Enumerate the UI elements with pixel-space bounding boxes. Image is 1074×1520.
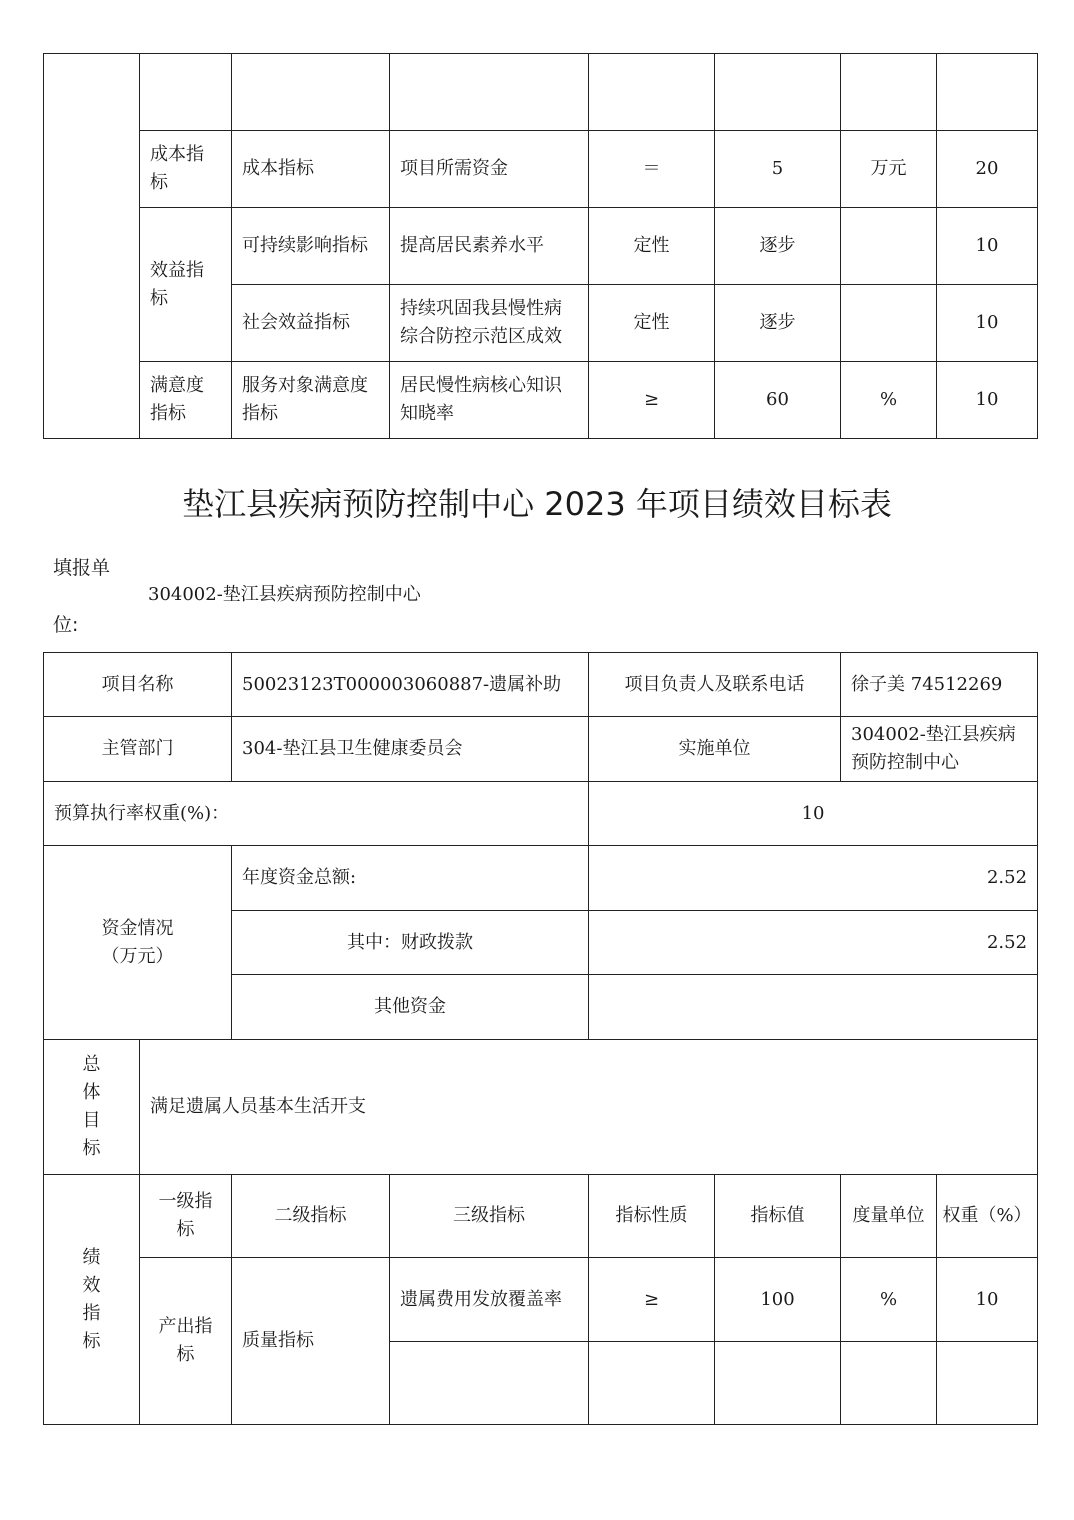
indicators-label: [44, 1175, 140, 1425]
level2-cell: 成本指标: [232, 131, 390, 208]
header-level1: 一级指标: [140, 1175, 232, 1258]
table-row: [44, 846, 1038, 911]
overall-goal-value: 满足遗属人员基本生活开支: [140, 1040, 1038, 1175]
indicator-table-continued: [43, 53, 1038, 439]
project-name-label: 项目名称: [44, 653, 232, 717]
level3-cell: 持续巩固我县慢性病综合防控示范区成效: [390, 285, 589, 362]
filler-unit-label-line2: 位:: [53, 614, 79, 636]
table-row: [44, 208, 1038, 285]
weight-cell: 20: [937, 131, 1038, 208]
total-funds-label: 年度资金总额:: [232, 846, 589, 911]
level2-cell: [232, 54, 390, 131]
funds-label-line1: 资金情况: [101, 917, 174, 939]
unit-cell: %: [841, 1258, 937, 1342]
weight-cell: [937, 54, 1038, 131]
nature-cell: 定性: [589, 208, 715, 285]
overall-goal-label: [44, 1040, 140, 1175]
performance-target-table: [43, 652, 1038, 1425]
budget-weight-label: 预算执行率权重(%)：: [44, 782, 589, 846]
table-row: [44, 362, 1038, 439]
impl-unit-label: 实施单位: [589, 717, 841, 782]
value-cell: 100: [715, 1258, 841, 1342]
level3-cell: 居民慢性病核心知识知晓率: [390, 362, 589, 439]
blank-category-cell: [44, 54, 140, 439]
level3-cell: [390, 54, 589, 131]
weight-cell: 10: [937, 208, 1038, 285]
nature-cell: ≥: [589, 362, 715, 439]
nature-cell: 定性: [589, 285, 715, 362]
funds-label: [44, 846, 232, 1040]
level1-cell: 效益指标: [140, 208, 232, 362]
page-title: 垫江县疾病预防控制中心 2023 年项目绩效目标表: [182, 485, 892, 523]
project-contact-value: 徐子美 74512269: [841, 653, 1038, 717]
table-row: [44, 131, 1038, 208]
other-funds-label: 其他资金: [232, 975, 589, 1040]
level1-cell: 产出指标: [140, 1258, 232, 1425]
dept-value: 304-垫江县卫生健康委员会: [232, 717, 589, 782]
level1-cell: 满意度指标: [140, 362, 232, 439]
nature-cell: [589, 54, 715, 131]
header-nature: 指标性质: [589, 1175, 715, 1258]
value-cell: [715, 54, 841, 131]
impl-unit-value: 304002-垫江县疾病预防控制中心: [841, 717, 1038, 782]
level2-cell: 服务对象满意度指标: [232, 362, 390, 439]
level3-cell: 项目所需资金: [390, 131, 589, 208]
fiscal-funds-label: 其中：财政拨款: [232, 911, 589, 975]
nature-cell: [589, 1342, 715, 1425]
table-row: [44, 1175, 1038, 1258]
indicators-label-text: 绩效指标: [82, 1246, 101, 1352]
project-contact-label: 项目负责人及联系电话: [589, 653, 841, 717]
table-row: [44, 1040, 1038, 1175]
nature-cell: ＝: [589, 131, 715, 208]
level3-cell: [390, 1342, 589, 1425]
header-level3: 三级指标: [390, 1175, 589, 1258]
header-value: 指标值: [715, 1175, 841, 1258]
value-cell: 5: [715, 131, 841, 208]
project-name-value: 50023123T000003060887-遗属补助: [232, 653, 589, 717]
weight-cell: [937, 1342, 1038, 1425]
table-row: [44, 653, 1038, 717]
funds-label-line2: （万元）: [101, 945, 174, 967]
level3-cell: 提高居民素养水平: [390, 208, 589, 285]
value-cell: 逐步: [715, 285, 841, 362]
value-cell: 60: [715, 362, 841, 439]
weight-cell: 10: [937, 285, 1038, 362]
level3-cell: 遗属费用发放覆盖率: [390, 1258, 589, 1342]
filler-unit-label-line1: 填报单: [53, 557, 111, 579]
table-row: [44, 782, 1038, 846]
dept-label: 主管部门: [44, 717, 232, 782]
level2-cell: 质量指标: [232, 1258, 390, 1425]
unit-cell: [841, 1342, 937, 1425]
level2-cell: 社会效益指标: [232, 285, 390, 362]
header-weight: 权重（%）: [937, 1175, 1038, 1258]
unit-cell: %: [841, 362, 937, 439]
overall-goal-label-text: 总体目标: [82, 1054, 101, 1159]
level2-cell: 可持续影响指标: [232, 208, 390, 285]
unit-cell: 万元: [841, 131, 937, 208]
level1-cell: 成本指标: [140, 131, 232, 208]
budget-weight-value: 10: [589, 782, 1038, 846]
total-funds-value: 2.52: [589, 846, 1038, 911]
table-row: [44, 54, 1038, 131]
weight-cell: 10: [937, 1258, 1038, 1342]
nature-cell: ≥: [589, 1258, 715, 1342]
header-unit: 度量单位: [841, 1175, 937, 1258]
unit-cell: [841, 208, 937, 285]
level1-cell: [140, 54, 232, 131]
other-funds-value: [589, 975, 1038, 1040]
weight-cell: 10: [937, 362, 1038, 439]
value-cell: [715, 1342, 841, 1425]
unit-cell: [841, 54, 937, 131]
fiscal-funds-value: 2.52: [589, 911, 1038, 975]
value-cell: 逐步: [715, 208, 841, 285]
filler-unit-value: 304002-垫江县疾病预防控制中心: [148, 584, 421, 605]
header-level2: 二级指标: [232, 1175, 390, 1258]
unit-cell: [841, 285, 937, 362]
table-row: [44, 1258, 1038, 1342]
table-row: [44, 717, 1038, 782]
